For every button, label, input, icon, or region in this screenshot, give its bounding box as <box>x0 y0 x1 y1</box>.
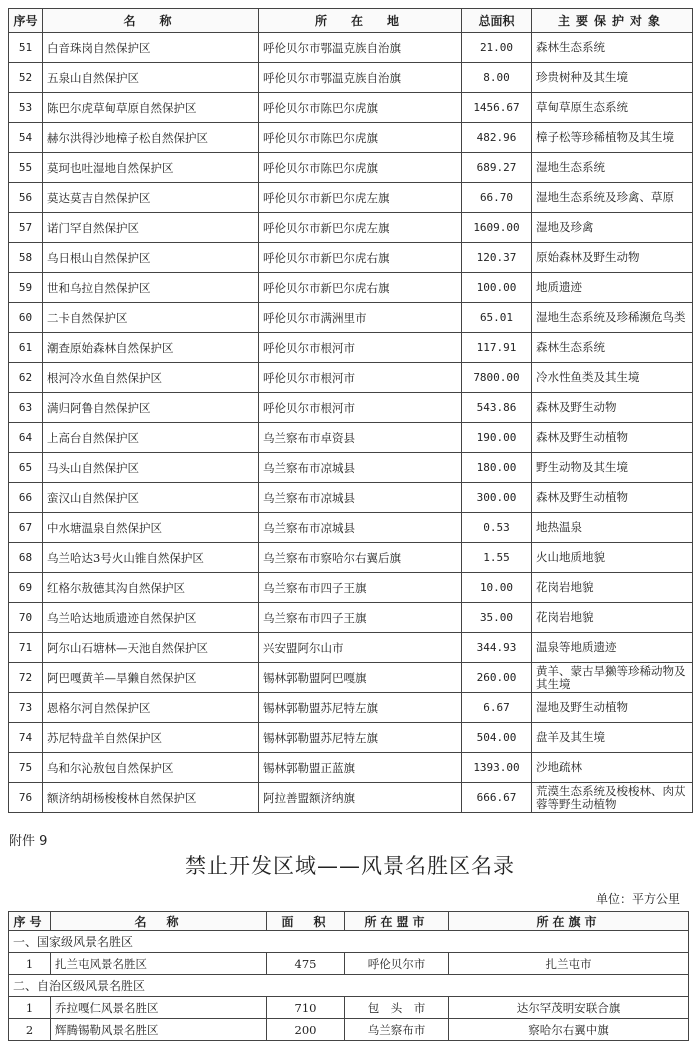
table-row <box>9 393 693 423</box>
protection-object: 湿地及珍禽 <box>532 213 693 243</box>
reserve-name: 满归阿鲁自然保护区 <box>43 393 259 423</box>
reserve-area: 1456.67 <box>462 93 532 123</box>
reserve-location: 乌兰察布市凉城县 <box>259 483 462 513</box>
league-city: 呼伦贝尔市 <box>345 953 449 975</box>
table-row <box>9 753 693 783</box>
reserve-location: 锡林郭勒盟苏尼特左旗 <box>259 693 462 723</box>
protection-object: 黄羊、蒙古旱獭等珍稀动物及其生境 <box>532 663 693 693</box>
reserve-location: 呼伦贝尔市根河市 <box>259 393 462 423</box>
row-index: 1 <box>9 953 51 975</box>
row-index: 64 <box>9 423 43 453</box>
reserve-area: 8.00 <box>462 63 532 93</box>
reserve-area: 6.67 <box>462 693 532 723</box>
reserve-area: 1609.00 <box>462 213 532 243</box>
protection-object: 原始森林及野生动物 <box>532 243 693 273</box>
row-index: 75 <box>9 753 43 783</box>
protection-object: 花岗岩地貌 <box>532 603 693 633</box>
reserve-area: 180.00 <box>462 453 532 483</box>
protection-object: 湿地及野生动植物 <box>532 693 693 723</box>
attachment-label: 附件 9 <box>9 834 48 849</box>
reserve-location: 乌兰察布市凉城县 <box>259 453 462 483</box>
row-index: 59 <box>9 273 43 303</box>
protection-object: 冷水性鱼类及其生境 <box>532 363 693 393</box>
row-index: 55 <box>9 153 43 183</box>
reserve-area: 1393.00 <box>462 753 532 783</box>
scenic-area-name: 辉腾锡勒风景名胜区 <box>51 1019 267 1041</box>
table-row <box>9 513 693 543</box>
row-index: 51 <box>9 33 43 63</box>
protection-object: 森林及野生动物 <box>532 393 693 423</box>
protection-object: 盘羊及其生境 <box>532 723 693 753</box>
reserve-location: 乌兰察布市卓资县 <box>259 423 462 453</box>
row-index: 53 <box>9 93 43 123</box>
row-index: 56 <box>9 183 43 213</box>
table-row <box>9 603 693 633</box>
table-row <box>9 303 693 333</box>
row-index: 71 <box>9 633 43 663</box>
row-index: 1 <box>9 997 51 1019</box>
row-index: 57 <box>9 213 43 243</box>
protection-object: 森林及野生动植物 <box>532 483 693 513</box>
header-name: 名 称 <box>43 9 259 33</box>
table-row <box>9 333 693 363</box>
table-row <box>9 723 693 753</box>
table-row <box>9 273 693 303</box>
header-banner-city: 所在旗市 <box>449 912 689 931</box>
protection-object: 森林生态系统 <box>532 33 693 63</box>
protection-object: 樟子松等珍稀植物及其生境 <box>532 123 693 153</box>
reserve-location: 呼伦贝尔市陈巴尔虎旗 <box>259 93 462 123</box>
table-row <box>9 363 693 393</box>
table-row <box>9 633 693 663</box>
table-row <box>9 1019 689 1041</box>
reserve-name: 乌兰哈达地质遗迹自然保护区 <box>43 603 259 633</box>
reserve-location: 锡林郭勒盟正蓝旗 <box>259 753 462 783</box>
reserve-name: 乌和尔沁敖包自然保护区 <box>43 753 259 783</box>
row-index: 61 <box>9 333 43 363</box>
row-index: 52 <box>9 63 43 93</box>
row-index: 67 <box>9 513 43 543</box>
table-row <box>9 123 693 153</box>
reserve-name: 陈巴尔虎草甸草原自然保护区 <box>43 93 259 123</box>
section-label: 二、自治区级风景名胜区 <box>9 975 689 997</box>
reserve-name: 诺门罕自然保护区 <box>43 213 259 243</box>
reserve-area: 1.55 <box>462 543 532 573</box>
reserve-area: 260.00 <box>462 663 532 693</box>
reserve-area: 100.00 <box>462 273 532 303</box>
reserve-area: 0.53 <box>462 513 532 543</box>
reserve-location: 乌兰察布市凉城县 <box>259 513 462 543</box>
reserve-name: 上高台自然保护区 <box>43 423 259 453</box>
table-row <box>9 453 693 483</box>
reserve-location: 呼伦贝尔市根河市 <box>259 333 462 363</box>
protection-object: 湿地生态系统 <box>532 153 693 183</box>
section-row <box>9 975 689 997</box>
reserve-name: 苏尼特盘羊自然保护区 <box>43 723 259 753</box>
scenic-area-size: 475 <box>267 953 345 975</box>
row-index: 68 <box>9 543 43 573</box>
protection-object: 花岗岩地貌 <box>532 573 693 603</box>
reserve-location: 锡林郭勒盟苏尼特左旗 <box>259 723 462 753</box>
header-index: 序号 <box>9 9 43 33</box>
section-label: 一、国家级风景名胜区 <box>9 931 689 953</box>
row-index: 2 <box>9 1019 51 1041</box>
table-row <box>9 63 693 93</box>
header-location: 所 在 地 <box>259 9 462 33</box>
header-league-city: 所在盟市 <box>345 912 449 931</box>
row-index: 58 <box>9 243 43 273</box>
table-row <box>9 33 693 63</box>
league-city: 包 头 市 <box>345 997 449 1019</box>
league-city: 乌兰察布市 <box>345 1019 449 1041</box>
reserve-area: 666.67 <box>462 783 532 813</box>
reserve-name: 莫达莫吉自然保护区 <box>43 183 259 213</box>
reserve-location: 乌兰察布市四子王旗 <box>259 603 462 633</box>
reserve-name: 乌兰哈达3号火山锥自然保护区 <box>43 543 259 573</box>
banner-city: 扎兰屯市 <box>449 953 689 975</box>
reserve-name: 二卡自然保护区 <box>43 303 259 333</box>
table-row <box>9 663 693 693</box>
table-row <box>9 213 693 243</box>
reserve-name: 额济纳胡杨梭梭林自然保护区 <box>43 783 259 813</box>
protection-object: 地热温泉 <box>532 513 693 543</box>
table-row <box>9 483 693 513</box>
scenic-areas-table <box>8 911 689 1041</box>
row-index: 76 <box>9 783 43 813</box>
banner-city: 察哈尔右翼中旗 <box>449 1019 689 1041</box>
protection-object: 草甸草原生态系统 <box>532 93 693 123</box>
table-row <box>9 243 693 273</box>
reserve-location: 呼伦贝尔市新巴尔虎右旗 <box>259 273 462 303</box>
reserve-area: 35.00 <box>462 603 532 633</box>
header-name: 名 称 <box>51 912 267 931</box>
reserve-location: 呼伦贝尔市新巴尔虎左旗 <box>259 183 462 213</box>
reserve-area: 10.00 <box>462 573 532 603</box>
reserve-name: 潮查原始森林自然保护区 <box>43 333 259 363</box>
table-row <box>9 153 693 183</box>
reserve-location: 呼伦贝尔市根河市 <box>259 363 462 393</box>
protection-object: 森林及野生动植物 <box>532 423 693 453</box>
protection-object: 火山地质地貌 <box>532 543 693 573</box>
header-area: 总面积 <box>462 9 532 33</box>
table-row <box>9 93 693 123</box>
reserve-name: 五泉山自然保护区 <box>43 63 259 93</box>
row-index: 70 <box>9 603 43 633</box>
reserve-location: 锡林郭勒盟阿巴嘎旗 <box>259 663 462 693</box>
reserve-area: 300.00 <box>462 483 532 513</box>
reserve-name: 世和乌拉自然保护区 <box>43 273 259 303</box>
row-index: 54 <box>9 123 43 153</box>
protection-object: 野生动物及其生境 <box>532 453 693 483</box>
protection-object: 温泉等地质遗迹 <box>532 633 693 663</box>
scenic-area-size: 200 <box>267 1019 345 1041</box>
header-area: 面 积 <box>267 912 345 931</box>
row-index: 72 <box>9 663 43 693</box>
protection-object: 森林生态系统 <box>532 333 693 363</box>
reserve-area: 482.96 <box>462 123 532 153</box>
row-index: 66 <box>9 483 43 513</box>
reserve-area: 120.37 <box>462 243 532 273</box>
row-index: 62 <box>9 363 43 393</box>
protection-object: 湿地生态系统及珍稀濒危鸟类 <box>532 303 693 333</box>
table-header-row <box>9 912 689 931</box>
table-row <box>9 693 693 723</box>
table-row <box>9 543 693 573</box>
reserve-name: 中水塘温泉自然保护区 <box>43 513 259 543</box>
reserve-name: 马头山自然保护区 <box>43 453 259 483</box>
reserve-name: 恩格尔河自然保护区 <box>43 693 259 723</box>
reserve-area: 117.91 <box>462 333 532 363</box>
reserve-name: 阿巴嘎黄羊—旱獭自然保护区 <box>43 663 259 693</box>
row-index: 63 <box>9 393 43 423</box>
protection-object: 地质遗迹 <box>532 273 693 303</box>
reserves-table-body <box>9 33 693 813</box>
reserve-area: 190.00 <box>462 423 532 453</box>
nature-reserves-table <box>8 8 693 813</box>
row-index: 73 <box>9 693 43 723</box>
reserve-name: 蛮汉山自然保护区 <box>43 483 259 513</box>
table-row <box>9 783 693 813</box>
unit-label: 单位：平方公里 <box>595 892 680 906</box>
section-row <box>9 931 689 953</box>
reserve-name: 白音珠岗自然保护区 <box>43 33 259 63</box>
banner-city: 达尔罕茂明安联合旗 <box>449 997 689 1019</box>
reserve-name: 根河冷水鱼自然保护区 <box>43 363 259 393</box>
reserve-location: 呼伦贝尔市新巴尔虎左旗 <box>259 213 462 243</box>
reserve-name: 阿尔山石塘林—天池自然保护区 <box>43 633 259 663</box>
reserve-location: 呼伦贝尔市鄂温克族自治旗 <box>259 63 462 93</box>
reserve-name: 莫珂也吐湿地自然保护区 <box>43 153 259 183</box>
reserve-area: 7800.00 <box>462 363 532 393</box>
table-row <box>9 997 689 1019</box>
scenic-area-name: 乔拉嘎仁风景名胜区 <box>51 997 267 1019</box>
reserve-name: 红格尔敖德其沟自然保护区 <box>43 573 259 603</box>
reserve-location: 乌兰察布市察哈尔右翼后旗 <box>259 543 462 573</box>
table-row <box>9 573 693 603</box>
reserve-name: 赫尔洪得沙地樟子松自然保护区 <box>43 123 259 153</box>
table-header-row <box>9 9 693 33</box>
protection-object: 荒漠生态系统及梭梭林、肉苁蓉等野生动植物 <box>532 783 693 813</box>
reserve-area: 504.00 <box>462 723 532 753</box>
reserve-location: 呼伦贝尔市新巴尔虎右旗 <box>259 243 462 273</box>
table-row <box>9 423 693 453</box>
reserve-area: 543.86 <box>462 393 532 423</box>
reserve-location: 呼伦贝尔市陈巴尔虎旗 <box>259 153 462 183</box>
reserve-area: 21.00 <box>462 33 532 63</box>
reserve-location: 呼伦贝尔市陈巴尔虎旗 <box>259 123 462 153</box>
protection-object: 湿地生态系统及珍禽、草原 <box>532 183 693 213</box>
section-title: 禁止开发区域——风景名胜区名录 <box>185 854 515 878</box>
reserve-area: 689.27 <box>462 153 532 183</box>
reserve-area: 344.93 <box>462 633 532 663</box>
reserve-location: 阿拉善盟额济纳旗 <box>259 783 462 813</box>
row-index: 69 <box>9 573 43 603</box>
scenic-area-name: 扎兰屯风景名胜区 <box>51 953 267 975</box>
row-index: 65 <box>9 453 43 483</box>
reserve-location: 呼伦贝尔市鄂温克族自治旗 <box>259 33 462 63</box>
reserve-location: 乌兰察布市四子王旗 <box>259 573 462 603</box>
protection-object: 珍贵树种及其生境 <box>532 63 693 93</box>
reserve-area: 65.01 <box>462 303 532 333</box>
protection-object: 沙地疏林 <box>532 753 693 783</box>
row-index: 74 <box>9 723 43 753</box>
reserve-location: 兴安盟阿尔山市 <box>259 633 462 663</box>
reserve-name: 乌日根山自然保护区 <box>43 243 259 273</box>
table-row <box>9 183 693 213</box>
header-index: 序号 <box>9 912 51 931</box>
row-index: 60 <box>9 303 43 333</box>
header-protection-object: 主要保护对象 <box>532 9 693 33</box>
reserve-location: 呼伦贝尔市满洲里市 <box>259 303 462 333</box>
table-row <box>9 953 689 975</box>
scenic-table-body <box>9 931 689 1041</box>
reserve-area: 66.70 <box>462 183 532 213</box>
scenic-area-size: 710 <box>267 997 345 1019</box>
